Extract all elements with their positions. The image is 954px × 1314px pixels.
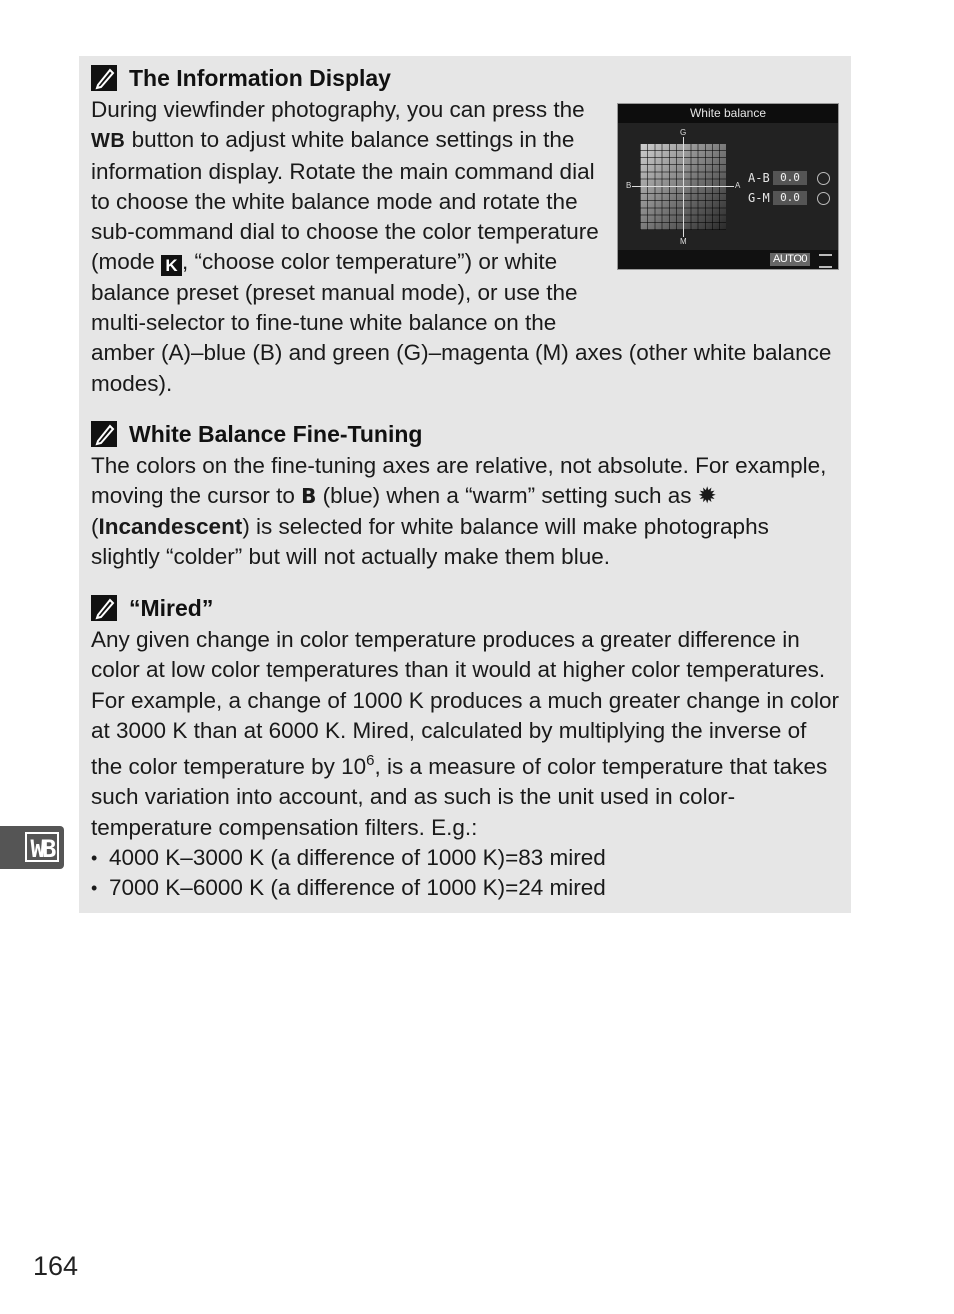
menu-tray-icon — [819, 254, 832, 268]
section-body — [91, 625, 843, 843]
mired-examples-list — [91, 843, 843, 904]
screen-status-bar — [618, 250, 838, 269]
axis-label-b: B — [626, 181, 632, 190]
gm-value: 0.0 — [773, 191, 807, 205]
ab-value: 0.0 — [773, 171, 807, 185]
note-panel — [79, 56, 851, 913]
ab-label: A-B — [748, 171, 770, 185]
gm-label: G-M — [748, 191, 770, 205]
body-text: Any given change in color temperature produces a greater difference in color at low color temperatures than it would at higher color temperatures. For example, a change of 1000 K produces a much greater change in color at 3000 K than at 6000 K. Mired, calculated by multiplying the inverse of the color temperature by 10 — [91, 627, 839, 780]
body-text: The colors on the fine-tuning axes are relative, not absolute. For example, moving the cursor to — [91, 453, 827, 509]
body-text: ) is selected for white balance will make photographs slightly “colder” but will not actually make them blue. — [91, 513, 769, 569]
body-text: ( — [91, 513, 99, 539]
page-number: 164 — [33, 1251, 79, 1281]
section-mired — [91, 592, 843, 904]
body-text: , “choose color temperature”) or white balance preset (preset manual mode), or use the multi-selector to fine-tune white balance on the amber (A)–blue (B) and green (G)–magenta (M) axes (other white balance modes). — [91, 249, 832, 396]
wb-button-label: WB — [91, 130, 126, 153]
white-balance-screen-image — [617, 103, 839, 270]
incandescent-icon: ✹ — [697, 483, 717, 510]
body-text: button to adjust white balance settings in the information display. Rotate the main command dial to choose the white balance mode and rotate the sub-command dial to choose the color temperature (mode — [91, 127, 599, 275]
command-dial-icon — [817, 172, 830, 185]
body-text: (blue) when a “warm” setting such as — [316, 483, 698, 509]
incandescent-label: Incandescent — [98, 513, 243, 539]
heading-text: The Information Display — [129, 64, 391, 91]
axis-label-m: M — [680, 237, 687, 246]
chapter-tab — [0, 826, 64, 869]
axis-label-g: G — [680, 128, 687, 137]
list-item: • 4000 K–3000 K (a difference of 1000 K)=83 mired — [91, 843, 843, 873]
heading-text: White Balance Fine-Tuning — [129, 420, 423, 447]
pencil-note-icon — [91, 595, 117, 621]
section-heading — [91, 592, 843, 624]
pencil-note-icon — [91, 421, 117, 447]
body-text: During viewfinder photography, you can press the — [91, 97, 585, 122]
heading-text: “Mired” — [129, 594, 214, 621]
pencil-note-icon — [91, 65, 117, 91]
list-item: • 7000 K–6000 K (a difference of 1000 K)=24 mired — [91, 873, 843, 903]
auto-wb-label: AUTO0 — [770, 253, 810, 266]
chapter-tab-label: WB — [25, 832, 59, 862]
body-text: , is a measure of color temperature that takes such variation into account, and as such is the unit used in color-temperature compensation filters. E.g.: — [91, 754, 828, 840]
axis-label-a: A — [735, 181, 741, 190]
sub-command-dial-icon — [817, 192, 830, 205]
section-fine-tuning — [91, 418, 843, 572]
section-heading — [91, 62, 843, 94]
section-body — [91, 451, 843, 572]
screen-title: White balance — [618, 104, 838, 123]
mode-k-icon: K — [161, 255, 182, 276]
section-heading — [91, 418, 843, 450]
exponent: 6 — [366, 752, 375, 770]
gm-axis — [683, 137, 684, 237]
blue-b-glyph: B — [301, 484, 317, 509]
